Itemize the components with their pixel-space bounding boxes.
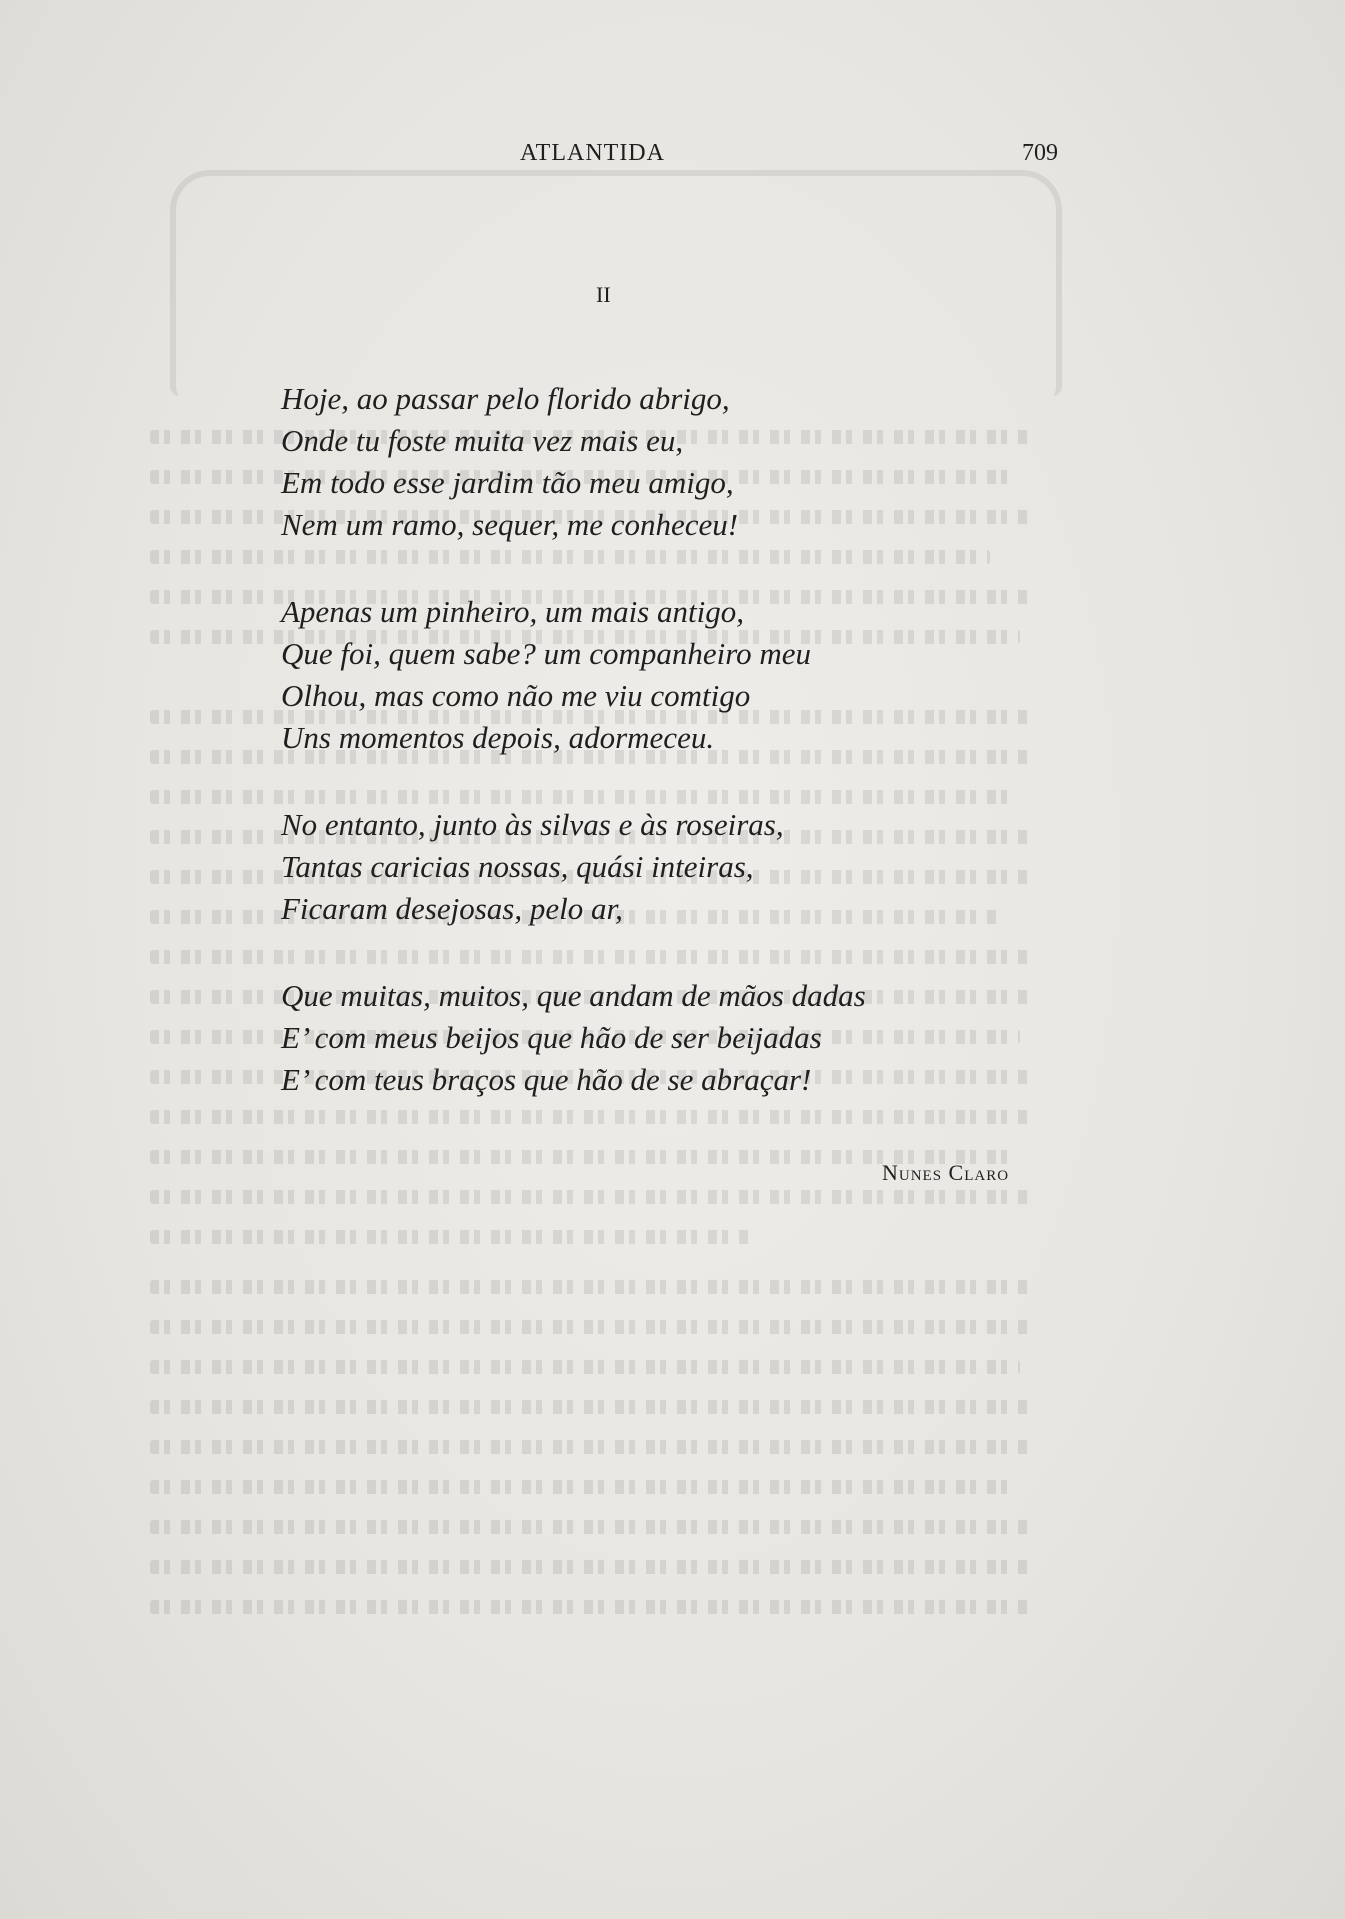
verse-line: Em todo esse jardim tão meu amigo, (281, 465, 734, 500)
section-numeral: II (596, 282, 611, 307)
page-number: 709 (1022, 140, 1058, 166)
poem (281, 378, 1081, 1101)
stanza (281, 804, 1081, 930)
stanza (281, 591, 1081, 759)
verse-line: E’ com meus beijos que hão de ser beijadas (281, 1020, 822, 1055)
verse-line: Olhou, mas como não me viu comtigo (281, 678, 751, 713)
verse-line: Uns momentos depois, adormeceu. (281, 720, 715, 755)
verse-line: Onde tu foste muita vez mais eu, (281, 423, 684, 458)
verse-line: Nem um ramo, sequer, me conheceu! (281, 507, 739, 542)
running-header (0, 140, 1345, 180)
verse-line: Tantas caricias nossas, quási inteiras, (281, 849, 754, 884)
stanza (281, 975, 1081, 1101)
stanza (281, 378, 1081, 546)
verse-line: No entanto, junto às silvas e às roseiras, (281, 807, 784, 842)
running-title: ATLANTIDA (520, 140, 665, 166)
author-signature: Nunes Claro (882, 1160, 1010, 1185)
verse-line: Que muitas, muitos, que andam de mãos dadas (281, 978, 866, 1013)
verse-line: Que foi, quem sabe? um companheiro meu (281, 636, 812, 671)
bleed-banner-ornament (170, 170, 1062, 396)
verse-line: Ficaram desejosas, pelo ar, (281, 891, 623, 926)
verse-line: Hoje, ao passar pelo florido abrigo, (281, 381, 730, 416)
verse-line: E’ com teus braços que hão de se abraçar! (281, 1062, 812, 1097)
verse-line: Apenas um pinheiro, um mais antigo, (281, 594, 744, 629)
